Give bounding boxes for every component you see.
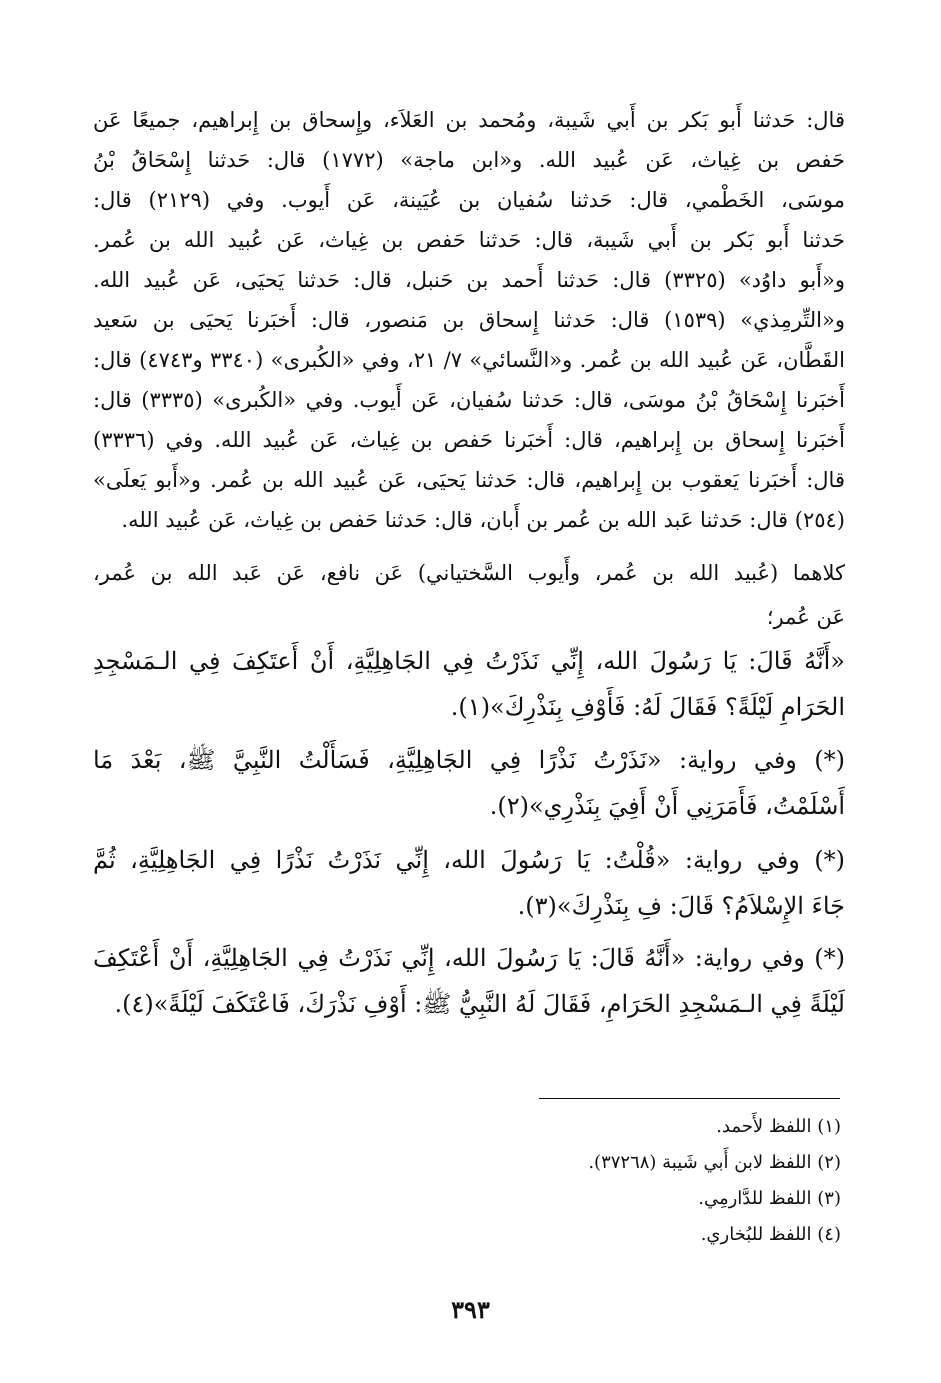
text-line-8: أَخبَرنا إِسْحَاقُ بْنُ موسَى، قال: حَدثنا سُفيان، عَن أَيوب. وفي «الكُبرى» (٣٣٣٥) قال: [93, 388, 845, 412]
page-number: ٣٩٣ [451, 1295, 490, 1324]
footnote-2: (٢) اللفظ لابن أَبي شَيبة (٣٧٢٦٨). [588, 1152, 841, 1173]
text-line-13: عَن عُمر؛ [766, 605, 845, 629]
text-line-7: القَطَّان، عَن عُبيد الله بن عُمر. و«النَّسائي» ٧/ ٢١، وفي «الكُبرى» (٣٣٤٠ و٤٧٤٣) قال: [93, 348, 845, 372]
text-line-5: و«أَبو داوُد» (٣٣٢٥) قال: حَدثنا أَحمد بن حَنبل، قال: حَدثنا يَحيَى، عَن عُبيد الله. [93, 268, 845, 292]
footnote-3: (٣) اللفظ للدَّارمِي. [698, 1188, 841, 1209]
text-line-2: حَفص بن غِياث، عَن عُبيد الله. و«ابن ماجة» (١٧٧٢) قال: حَدثنا إِسْحَاقُ بْنُ [93, 148, 845, 172]
text-line-3: موسَى، الخَطْمي، قال: حَدثنا سُفيان بن عُيَينة، عَن أَيوب. وفي (٢١٢٩) قال: [93, 188, 845, 212]
narration-3-line-1: (*) وفي رواية: «قُلْتُ: يَا رَسُولَ الله، إِنِّي نَذَرْتُ نَذْرًا فِي الجَاهِلِيَّةِ، ثُمَّ [93, 846, 845, 874]
hadith-line-2: الحَرَامِ لَيْلَةً؟ فَقَالَ لَهُ: فَأَوْفِ بِنَذْرِكَ»(١). [450, 693, 845, 721]
text-line-9: أَخبَرنا إِسحاق بن إِبراهيم، قال: أَخبَرنا حَفص بن غِياث، عَن عُبيد الله. وفي (٣٣٣٦) [93, 428, 845, 452]
footnote-separator [539, 1098, 840, 1099]
text-line-6: و«التِّرمِذي» (١٥٣٩) قال: حَدثنا إِسحاق بن مَنصور، قال: أَخبَرنا يَحيَى بن سَعيد [93, 308, 845, 332]
narration-2-line-1: (*) وفي رواية: «نَذَرْتُ نَذْرًا فِي الجَاهِلِيَّةِ، فَسَأَلْتُ النَّبِيَّ ﷺ، بَعْدَ مَا [93, 746, 845, 774]
text-line-10: قال: أَخبَرنا يَعقوب بن إِبراهيم، قال: حَدثنا يَحيَى، عَن عُبيد الله بن عُمر. و«أَبو يَعلَى» [93, 468, 845, 492]
text-line-12: كلاهما (عُبيد الله بن عُمر، وأَيوب السَّختياني) عَن نافع، عَن عَبد الله بن عُمر، [93, 561, 845, 585]
hadith-line-1: «أَنَّهُ قَالَ: يَا رَسُولَ الله، إِنِّي نَذَرْتُ فِي الجَاهِلِيَّةِ، أَنْ أَعتَكِفَ فِي الـمَسْجِدِ [93, 647, 845, 675]
narration-4-line-1: (*) وفي رواية: «أَنَّهُ قَالَ: يَا رَسُولَ الله، إِنِّي نَذَرْتُ فِي الجَاهِلِيَّةِ، أَنْ أَعْتَكِفَ [93, 944, 845, 972]
text-line-4: حَدثنا أَبو بَكر بن أَبي شَيبة، قال: حَدثنا حَفص بن غِياث، عَن عُبيد الله بن عُمر. [93, 228, 845, 252]
footnote-4: (٤) اللفظ للبُخاري. [700, 1224, 841, 1245]
narration-3-line-2: جَاءَ الإِسْلاَمُ؟ قَالَ: فِ بِنَذْرِكَ»(٣). [517, 892, 845, 920]
text-line-1: قال: حَدثنا أَبو بَكر بن أَبي شَيبة، ومُحمد بن العَلاَء، وإِسحاق بن إِبراهيم، جميعًا عَن [93, 108, 845, 132]
footnote-1: (١) اللفظ لأَحمد. [716, 1116, 841, 1137]
narration-2-line-2: أَسْلَمْتُ، فَأَمَرَنِي أَنْ أَفِيَ بِنَذْرِي»(٢). [489, 792, 845, 820]
text-line-11: (٢٥٤) قال: حَدثنا عَبد الله بن عُمر بن أَبان، قال: حَدثنا حَفص بن غِياث، عَن عُبيد الله. [121, 508, 845, 532]
narration-4-line-2: لَيْلَةً فِي الـمَسْجِدِ الحَرَامِ، فَقَالَ لَهُ النَّبِيُّ ﷺ: أَوْفِ نَذْرَكَ، فَاعْتَكَفَ لَيْلَةً»(٤). [114, 990, 845, 1018]
